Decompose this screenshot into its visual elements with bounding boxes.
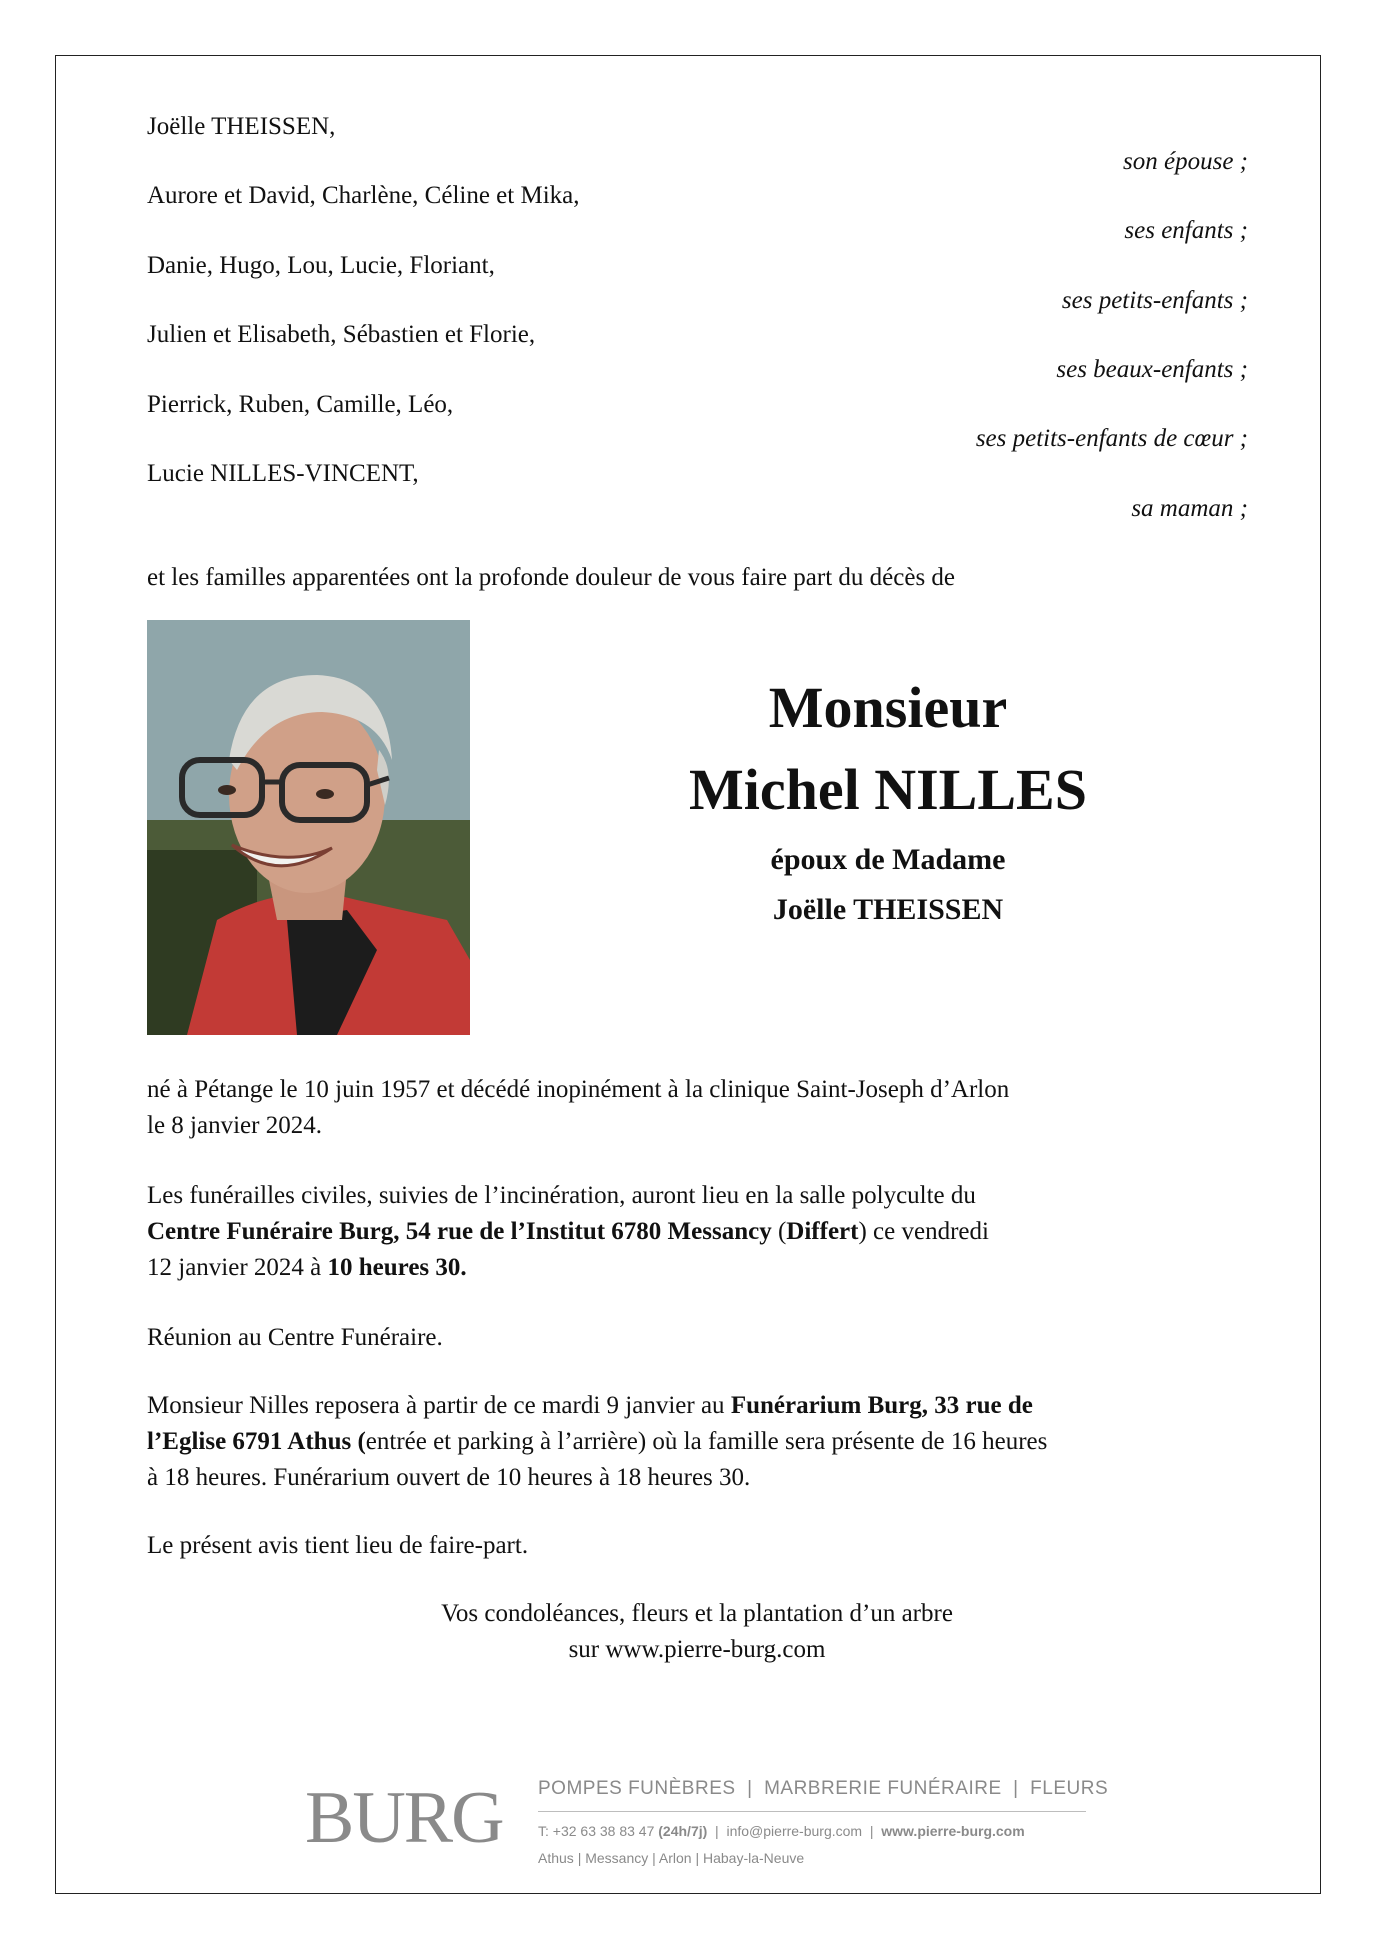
viewing-paragraph — [147, 1388, 1247, 1496]
birth-death-line-1: né à Pétange le 10 juin 1957 et décédé inopinément à la clinique Saint-Joseph d’Arlon — [147, 1076, 1010, 1103]
spouse-line-2: Joëlle THEISSEN — [772, 893, 1004, 926]
family-names-6: Lucie NILLES-VINCENT, — [147, 460, 419, 487]
funeral-line-1: Les funérailles civiles, suivies de l’incinération, auront lieu en la salle polyculte du — [147, 1182, 976, 1209]
viewing-line-3: à 18 heures. Funérarium ouvert de 10 heures à 18 heures 30. — [147, 1464, 751, 1491]
paren-open: ( — [771, 1218, 787, 1245]
family-relation-3: ses petits-enfants ; — [1061, 287, 1248, 314]
funeral-place: Centre Funéraire Burg, 54 rue de l’Institut 6780 Messancy — [147, 1218, 772, 1245]
birth-death-paragraph — [147, 1072, 1247, 1144]
footer-locations: Athus | Messancy | Arlon | Habay-la-Neuve — [538, 1850, 805, 1866]
viewing-line-2 — [147, 1424, 1247, 1460]
family-names-5: Pierrick, Ruben, Camille, Léo, — [147, 391, 454, 418]
notice-text: Le présent avis tient lieu de faire-part. — [147, 1532, 529, 1559]
family-names-1: Joëlle THEISSEN, — [147, 113, 336, 140]
viewing-line-1 — [147, 1388, 1247, 1424]
funeral-paragraph — [147, 1178, 1247, 1286]
portrait-illustration — [147, 620, 470, 1035]
footer-hours: (24h/7j) — [658, 1823, 708, 1839]
spouse-line-1: époux de Madame — [770, 843, 1006, 876]
viewing-place-1: Funérarium Burg, 33 rue de — [730, 1392, 1033, 1419]
family-relation-6: sa maman ; — [1131, 495, 1248, 522]
funeral-line-3 — [147, 1250, 1247, 1286]
family-relation-4: ses beaux-enfants ; — [1056, 356, 1248, 383]
paren-close: ) — [858, 1218, 867, 1245]
portrait-photo — [147, 620, 470, 1035]
condolences-line-2: sur www.pierre-burg.com — [568, 1636, 826, 1663]
family-relation-1: son épouse ; — [1123, 148, 1248, 175]
viewing-start: Monsieur Nilles reposera à partir de ce mardi 9 janvier au — [147, 1392, 731, 1419]
funeral-district: Differt — [786, 1218, 859, 1245]
footer-contact — [538, 1822, 1025, 1840]
burg-logo: BURG — [305, 1777, 503, 1859]
announcement-text: et les familles apparentées ont la profonde douleur de vous faire part du décès de — [147, 564, 956, 591]
family-names-3: Danie, Hugo, Lou, Lucie, Floriant, — [147, 252, 495, 279]
footer-email: | info@pierre-burg.com | — [707, 1823, 882, 1839]
viewing-rest: entrée et parking à l’arrière) où la famille sera présente de 16 heures — [365, 1428, 1048, 1455]
funeral-line-2 — [147, 1214, 1247, 1250]
funeral-day: ce vendredi — [866, 1218, 989, 1245]
funeral-date: 12 janvier 2024 à — [147, 1254, 328, 1281]
footer-phone: T: +32 63 38 83 47 — [538, 1823, 659, 1839]
reunion-text: Réunion au Centre Funéraire. — [147, 1324, 443, 1351]
family-names-2: Aurore et David, Charlène, Céline et Mika, — [147, 182, 580, 209]
family-relation-2: ses enfants ; — [1124, 217, 1248, 244]
family-relation-5: ses petits-enfants de cœur ; — [975, 425, 1248, 452]
condolences-line-1: Vos condoléances, fleurs et la plantation d’un arbre — [441, 1600, 953, 1627]
deceased-name: Michel NILLES — [689, 757, 1087, 822]
viewing-place-2: l’Eglise 6791 Athus ( — [147, 1428, 366, 1455]
footer-services: POMPES FUNÈBRES | MARBRERIE FUNÉRAIRE | FLEURS — [538, 1778, 1109, 1799]
deceased-title: Monsieur — [768, 675, 1008, 740]
funeral-time: 10 heures 30. — [327, 1254, 467, 1281]
condolences-block — [147, 1596, 1247, 1668]
family-names-4: Julien et Elisabeth, Sébastien et Florie, — [147, 321, 536, 348]
footer-divider — [538, 1811, 1086, 1812]
birth-death-line-2: le 8 janvier 2024. — [147, 1112, 322, 1139]
footer-website: www.pierre-burg.com — [881, 1823, 1025, 1839]
